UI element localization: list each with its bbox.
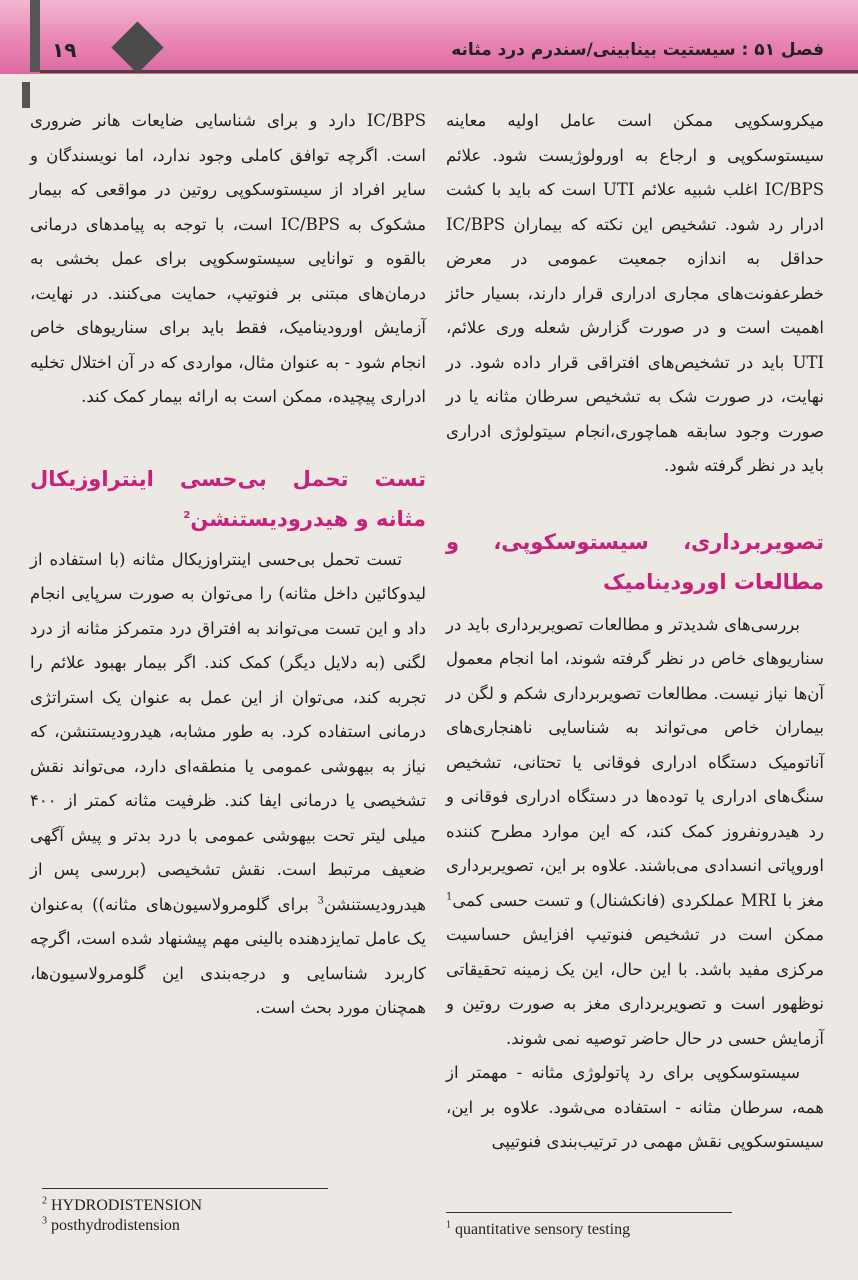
footnote-2 <box>42 1196 202 1216</box>
left-column <box>30 104 426 1026</box>
left-paragraph-2 <box>30 543 426 1026</box>
footnote-1 <box>446 1220 630 1240</box>
footnote-3-number: 3 <box>42 1215 47 1227</box>
right-column <box>446 104 824 1160</box>
footnote-rule-right <box>446 1212 732 1213</box>
footnote-1-text: quantitative sensory testing <box>455 1221 631 1238</box>
footnote-ref-2: 2 <box>183 509 191 521</box>
footnote-3-text: posthydrodistension <box>51 1217 180 1234</box>
footnote-1-number: 1 <box>446 1219 451 1231</box>
footnotes-left <box>42 1196 202 1236</box>
footnote-rule-left <box>42 1188 328 1189</box>
footnotes-right <box>446 1220 630 1240</box>
right-paragraph-2-part-a: بررسی‌های شدیدتر و مطالعات تصویربرداری باید در سناریوهای خاص در نظر گرفته شوند، اما انجام معمول آن‌ها نیاز نیست. مطالعات تصویربرداری شکم و لگن در بیماران خاص می‌تواند به شناسایی ناهنجاری‌های آناتومیک دستگاه ادراری فوقانی یا تحتانی، تشخیص سنگ‌های ادراری یا توده‌ها در دستگاه ادراری فوقانی و رد هیدرونفروز کمک کند، که این موارد مطرح کننده اوروپاتی انسدادی می‌باشند. علاوه بر این، تصویربرداری مغز با MRI عملکردی (فانکشنال) و تست حسی کمی <box>446 614 824 910</box>
right-paragraph-2-part-b: ممکن است در تشخیص فنوتیپ افزایش حساسیت مرکزی مفید باشد. با این حال، این یک زمینه تحقیقاتی نوظهور است و تصویربرداری مغز به صورت روتین و آزمایش حسی در حال حاضر توصیه نمی شوند. <box>446 925 824 1048</box>
gutter-bar <box>22 82 30 108</box>
footnote-ref-3: 3 <box>317 895 324 906</box>
footnote-2-text: HYDRODISTENSION <box>51 1197 203 1214</box>
left-paragraph-2-part-a: تست تحمل بی‌حسی اینتراوزیکال مثانه (با استفاده از لیدوکائین داخل مثانه) را می‌توان به صورت سرپایی انجام داد و این تست می‌تواند به افتراق درد متمرکز مثانه از درد لگنی (به دلایل دیگر) کمک کند. اگر بیمار بهبود علائم را تجربه کند، می‌توان از این عمل به عنوان یک استراتژی درمانی استفاده کرد. به طور مشابه، هیدرودیستنشن، که نیاز به بیهوشی عمومی یا منطقه‌ای دارد، می‌تواند نقش تشخیصی یا درمانی ایفا کند. ظرفیت مثانه کمتر از ۴۰۰ میلی لیتر تحت بیهوشی عمومی با درد بدتر و پیش آگهی ضعیف مرتبط است. نقش تشخیصی (بررسی پس از هیدرودیستنشن <box>30 549 426 914</box>
header-left-bar <box>30 0 40 72</box>
left-paragraph-2-part-b: برای گلومرولاسیون‌های مثانه)) به‌عنوان یک عامل تمایزدهنده بالینی مهم پیشنهاد شده است، اگرچه کاربرد شناسایی و درجه‌بندی این گلومرولاسیون‌ها، همچنان مورد بحث است. <box>30 894 426 1017</box>
footnote-2-number: 2 <box>42 1195 47 1207</box>
footnote-ref-1: 1 <box>446 891 453 902</box>
footnote-3 <box>42 1216 202 1236</box>
chapter-title: فصل ۵۱ : سیستیت بینابینی/سندرم درد مثانه <box>451 40 824 60</box>
section-title-anesthetic-test <box>30 459 426 539</box>
left-paragraph-1: IC/BPS دارد و برای شناسایی ضایعات هانر ضروری است. اگرچه توافق کاملی وجود ندارد، اما نویسندگان و سایر افراد از سیستوسکوپی روتین در مواقعی که بیمار مشکوک به IC/BPS است، با توجه به پیامدهای درمانی بالقوه و توانایی سیستوسکوپی برای عمل بخشی به درمان‌های مبتنی بر فنوتیپ، حمایت می‌کنند. در نهایت، آزمایش اورودینامیک، فقط باید برای سناریوهای خاص انجام شود - به عنوان مثال، مواردی که در آن اختلال تخلیه ادراری پیچیده، ممکن است به ارائه بیمار کمک کند. <box>30 111 426 406</box>
section-title-imaging: تصویربرداری، سیستوسکوپی، و مطالعات اورودینامیک <box>446 529 824 594</box>
header-rule <box>40 70 858 73</box>
right-paragraph-2 <box>446 608 824 1057</box>
section-title-text: تست تحمل بی‌حسی اینتراوزیکال مثانه و هیدرودیستنشن <box>30 466 426 531</box>
page-number: ۱۹ <box>52 38 77 62</box>
right-paragraph-3: سیستوسکوپی برای رد پاتولوژی مثانه - مهمتر از همه، سرطان مثانه - استفاده می‌شود. علاوه بر این، سیستوسکوپی نقش مهمی در ترتیب‌بندی فنوتیپی <box>446 1063 824 1151</box>
right-paragraph-1: میکروسکوپی ممکن است عامل اولیه معاینه سیستوسکوپی و ارجاع به اورولوژیست شود. علائم IC/BPS اغلب شبیه علائم UTI است که باید با کشت ادرار رد شود. تشخیص این نکته که بیماران IC/BPS حداقل به اندازه جمعیت عمومی در معرض خطرعفونت‌های مجاری ادراری قرار دارند، بسیار حائز اهمیت است و در صورت گزارش شعله وری علائم، UTI باید در تشخیص‌های افتراقی قرار داده شود. در نهایت، در صورت شک به تشخیص سرطان مثانه یا در صورت وجود سابقه هماچوری،انجام سیتولوژی ادراری باید در نظر گرفته شود. <box>446 111 824 475</box>
